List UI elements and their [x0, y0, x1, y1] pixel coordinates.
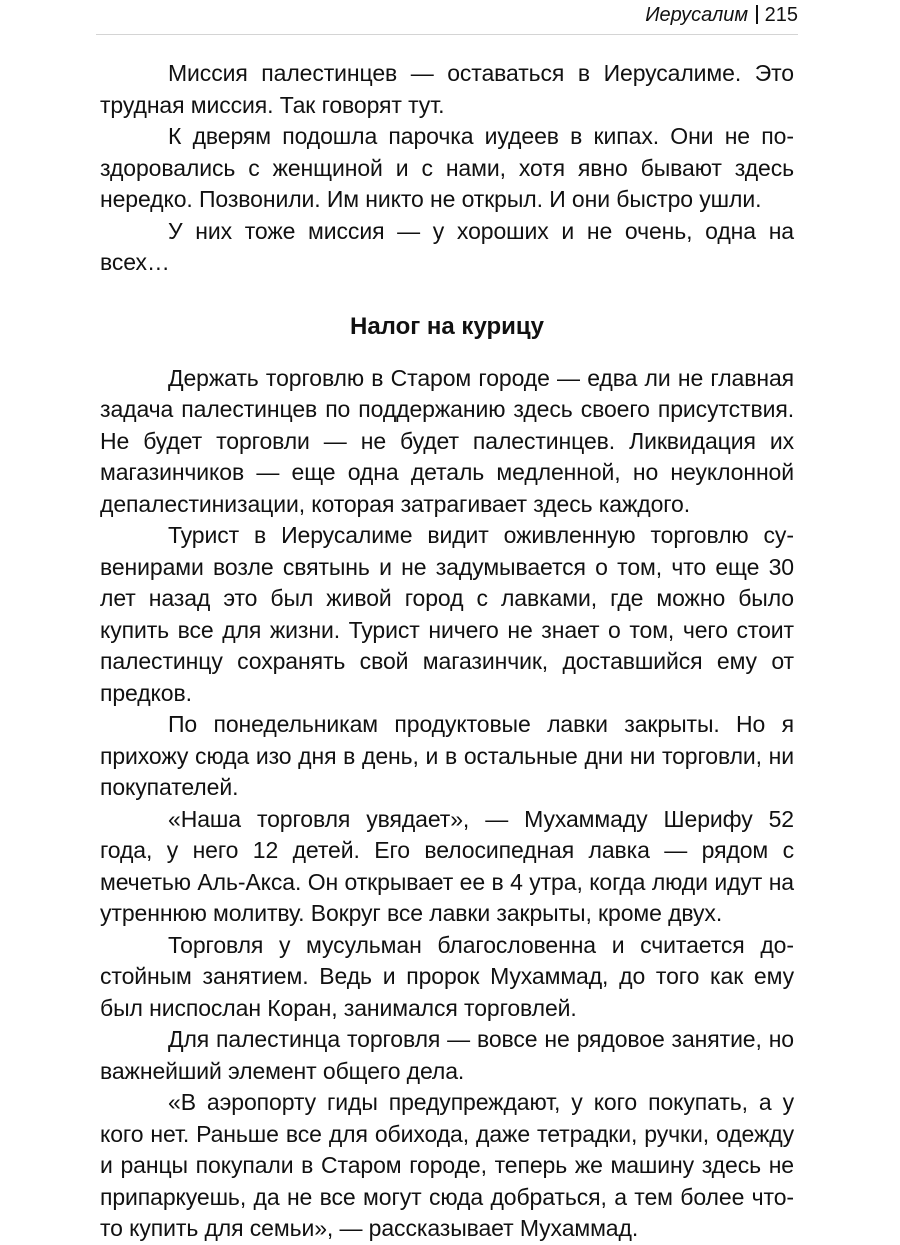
paragraph: «В аэропорту гиды предупреждают, у кого покупать, а у кого нет. Раньше все для обихода, даже тетрадки, ручки, одежду и ранцы покупали в Старом городе, теперь же машину здесь не припаркуешь, да не все могут сюда добраться, а тем более что-то купить для семьи», — рассказывает Мухаммад.: [100, 1089, 794, 1241]
running-head-separator: [756, 5, 758, 24]
header-rule: [96, 34, 798, 35]
section-heading: Налог на курицу: [349, 312, 544, 340]
paragraph: Держать торговлю в Старом городе — едва ли не главная задача палестинцев по поддержанию здесь своего присутствия. Не будет торговли — не будет палестинцев. Ликвидация их магазинчиков — еще одна деталь медленной, но неуклонной депалестинизации, которая затрагивает здесь каждого.: [100, 364, 794, 517]
running-head: [645, 2, 798, 28]
paragraph: Торговля у мусульман благословенна и считается достойным занятием. Ведь и пророк Мухаммад, до того как ему был ниспослан Коран, занимался торговлей.: [100, 931, 794, 1021]
paragraph: У них тоже миссия — у хороших и не очень, одна на всех…: [100, 217, 794, 275]
paragraph: К дверям подошла парочка иудеев в кипах. Они не поздоровались с женщиной и с нами, хотя явно бывают здесь нередко. Позвонили. Им никто не открыл. И они быстро ушли.: [100, 123, 794, 212]
running-head-title: Иерусалим: [645, 4, 749, 26]
paragraph: Миссия палестинцев — оставаться в Иерусалиме. Это трудная миссия. Так говорят тут.: [100, 60, 794, 118]
page-body: [100, 58, 794, 1245]
paragraph: Для палестинца торговля — вовсе не рядовое занятие, но важнейший элемент общего дела.: [100, 1026, 794, 1084]
page-number: 215: [764, 4, 798, 26]
paragraph: Турист в Иерусалиме видит оживленную торговлю сувенирами возле святынь и не задумывается о том, что еще 30 лет назад это был живой город с лавками, где можно было купить все для жизни. Турист ничего не знает о том, чего стоит палестинцу сохранять свой магазинчик, доставшийся ему от предков.: [100, 522, 794, 706]
paragraph: «Наша торговля увядает», — Мухаммаду Шерифу 52 года, у него 12 детей. Его велосипедная лавка — рядом с мечетью Аль-Акса. Он открывает ее в 4 утра, когда люди идут на утреннюю молитву. Вокруг все лавки закрыты, кроме двух.: [100, 805, 794, 926]
paragraph: По понедельникам продуктовые лавки закрыты. Но я прихожу сюда изо дня в день, и в остальные дни ни торговли, ни покупателей.: [100, 711, 794, 800]
